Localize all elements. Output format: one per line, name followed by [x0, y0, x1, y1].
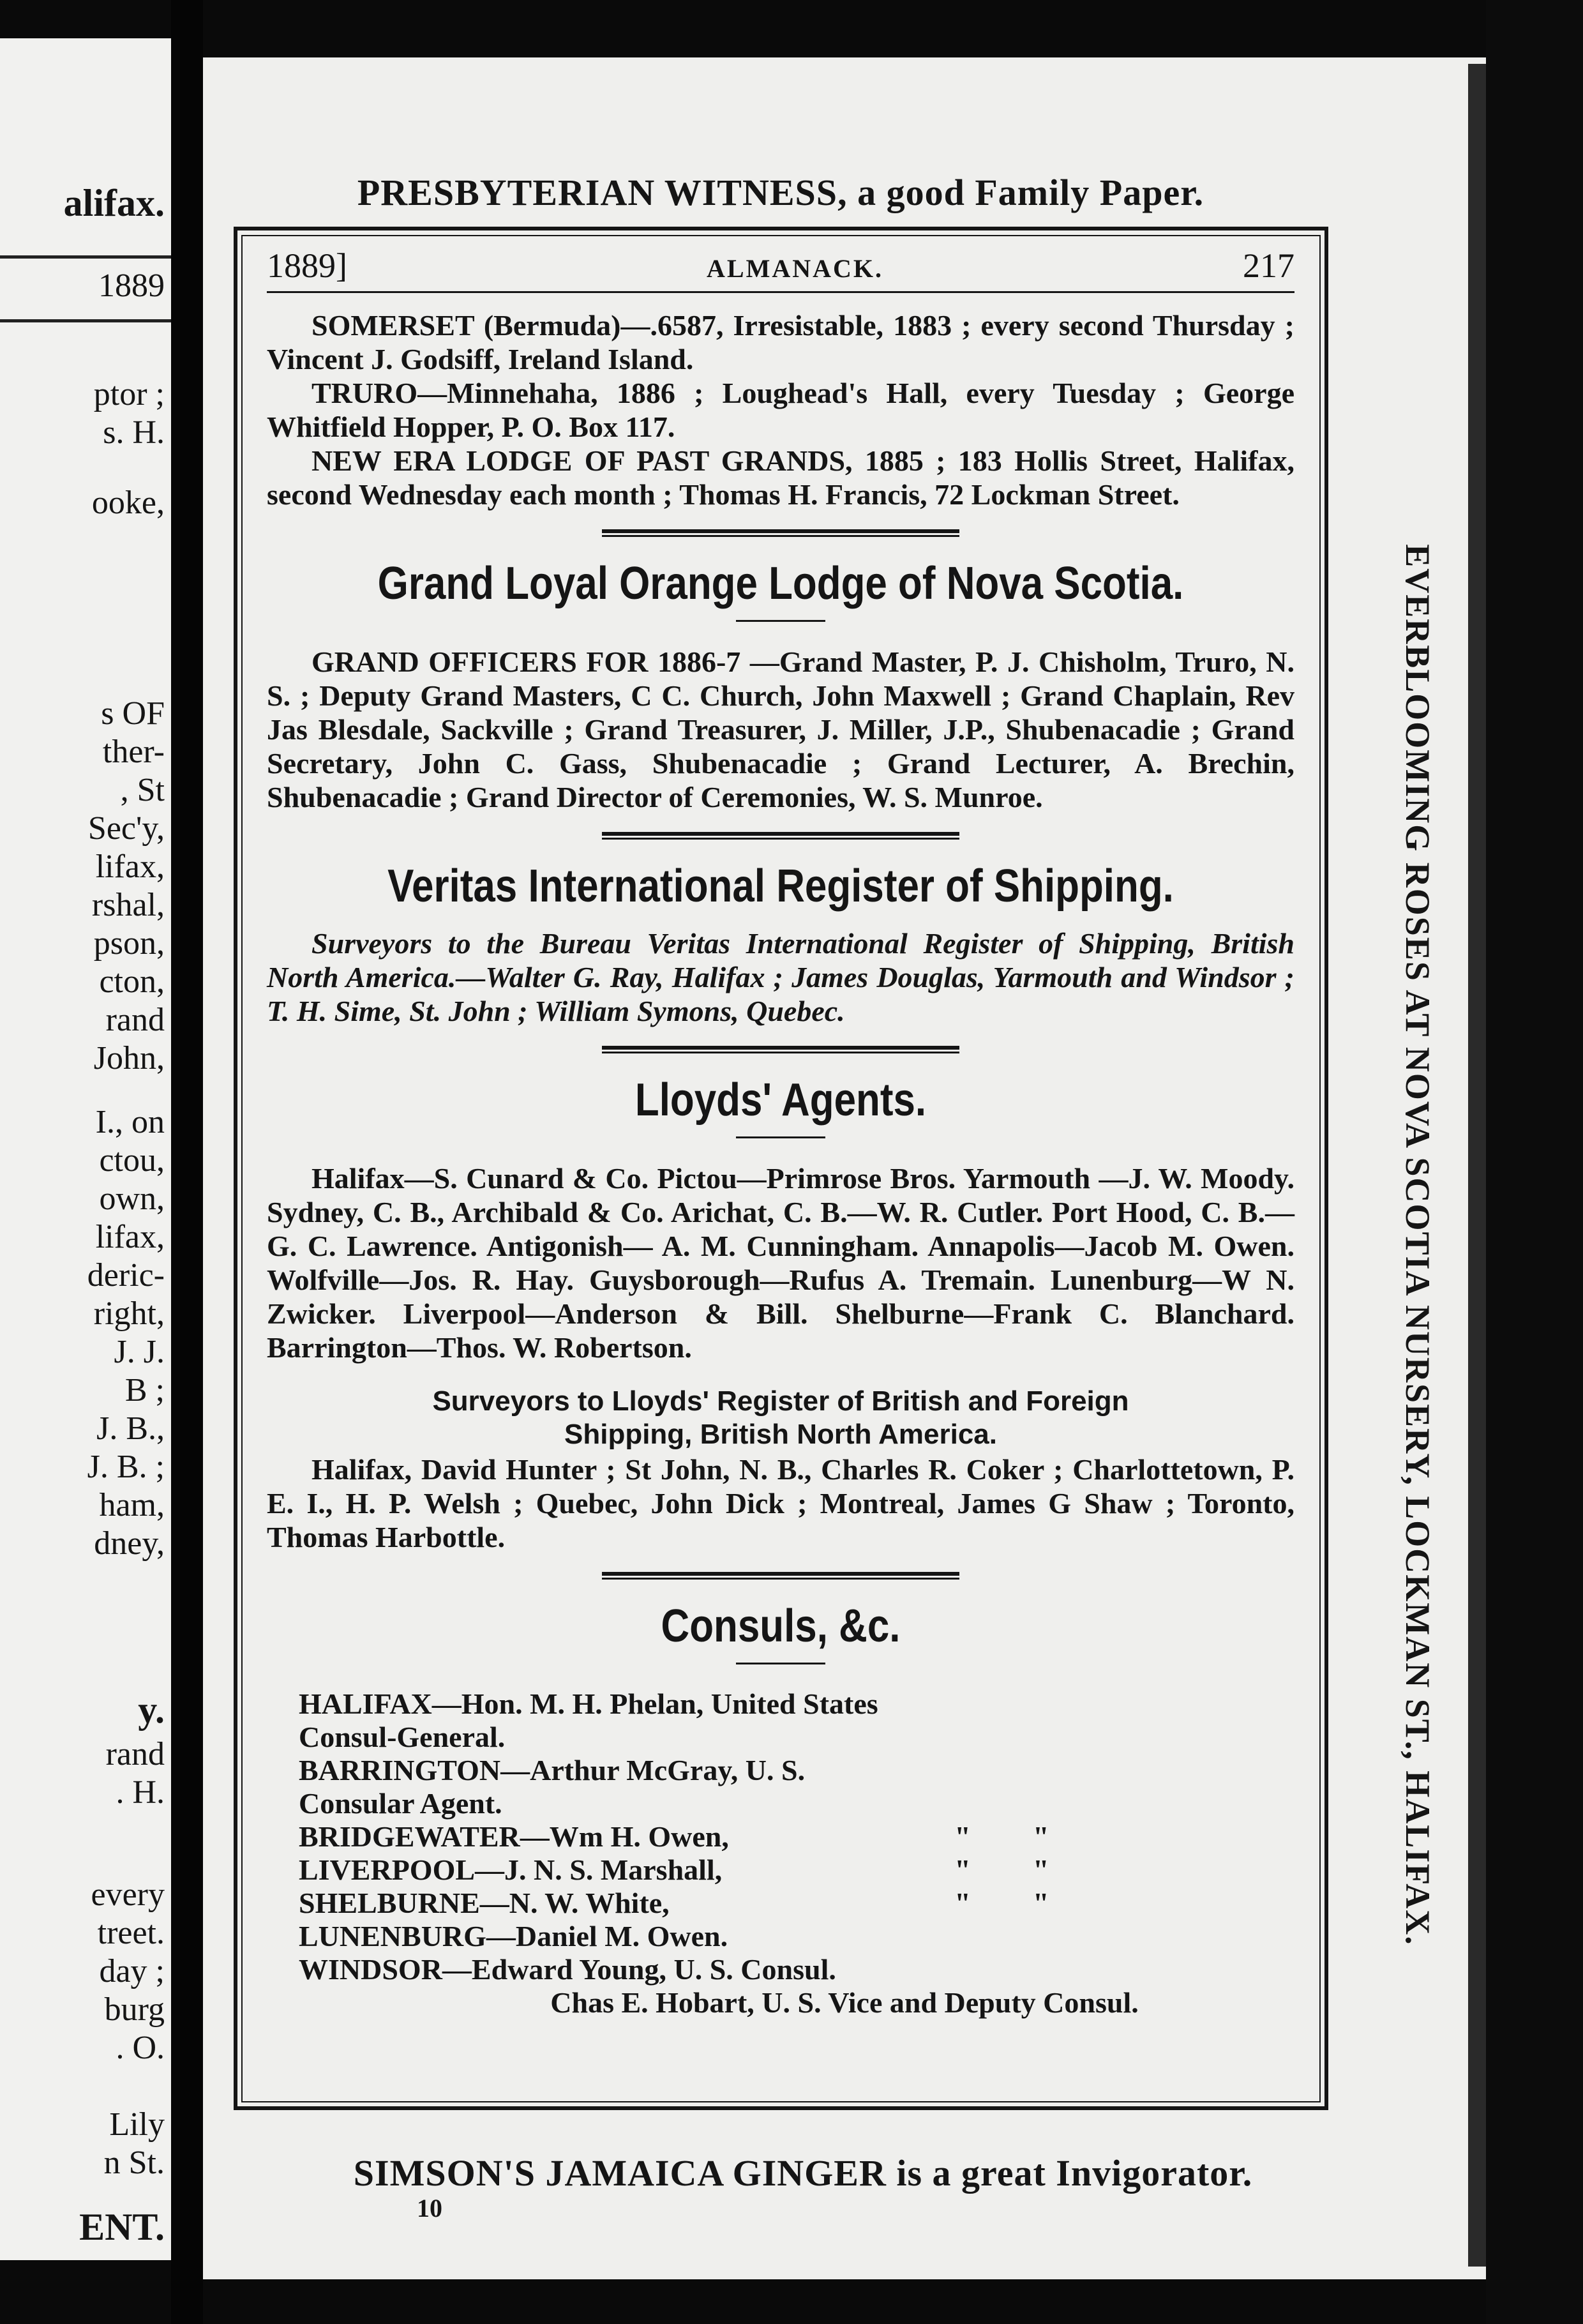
ditto-mark	[1033, 1953, 1109, 1986]
left-page-line: n St.	[103, 2145, 165, 2181]
right-dark-edge	[1486, 0, 1583, 2324]
consuls-title: Consuls, &c.	[661, 1601, 901, 1652]
lloyds-title: Lloyds' Agents.	[634, 1075, 927, 1126]
left-page-line: B ;	[124, 1372, 165, 1408]
side-advert	[1383, 479, 1453, 2011]
left-page-line: own,	[99, 1181, 165, 1217]
title-underline	[736, 1136, 825, 1138]
consul-row	[267, 1820, 1294, 1853]
left-page-line: ptor ;	[93, 376, 165, 412]
left-page-line: J. J.	[114, 1334, 165, 1370]
consul-row	[267, 1953, 1294, 1986]
ditto-mark	[892, 1953, 1033, 1986]
running-head-title: ALMANACK.	[707, 254, 883, 283]
consul-row	[267, 1853, 1294, 1887]
title-underline	[736, 620, 825, 622]
lodge-entry-truro: TRURO—Minnehaha, 1886 ; Loughead's Hall, every Tuesday ; George Whitfield Hopper, P. O. Box 117.	[267, 377, 1294, 443]
ditto-mark: "	[1033, 1853, 1049, 1886]
left-page-line: lifax,	[95, 1219, 165, 1255]
left-page-line: right,	[93, 1295, 165, 1332]
left-page-line: ENT.	[79, 2206, 165, 2248]
ditto-mark: "	[954, 1853, 971, 1886]
left-page-line: I., on	[95, 1104, 165, 1140]
left-page-line: J. B.,	[96, 1410, 165, 1447]
section-divider	[602, 1572, 959, 1580]
left-page-line: , St	[120, 772, 165, 808]
consul-vice: Chas E. Hobart, U. S. Vice and Deputy Consul.	[550, 1986, 1139, 2019]
ditto-mark	[892, 1687, 1033, 1754]
section-divider	[602, 1046, 959, 1053]
running-head-year: 1889]	[267, 246, 347, 285]
left-page-line: . H.	[116, 1774, 165, 1811]
left-page-line: ham,	[99, 1487, 165, 1523]
ditto-mark	[892, 1754, 1033, 1820]
side-advert-text: EVERBLOOMING ROSES AT NOVA SCOTIA NURSERY, LOCKMAN ST., HALIFAX.	[1399, 544, 1437, 1946]
left-page-line: John,	[93, 1040, 165, 1076]
ditto-mark	[1033, 1754, 1109, 1820]
lloyds-agents: Halifax—S. Cunard & Co. Pictou—Primrose Bros. Yarmouth —J. W. Moody. Sydney, C. B., Archibald & Co. Arichat, C. B.—W. R. Cutler. Port Hood, C. B.—G. C. Lawrence. Antigonish— A. M. Cunningham. Annapolis—Jacob M. Owen. Wolfville—Jos. R. Hay. Guysborough—Rufus A. Tremain. Lunenburg—W N. Zwicker. Liverpool—Anderson & Bill. Shelburne—Frank C. Blanchard. Barrington—Thos. W. Robertson.	[267, 1162, 1294, 1364]
left-page-line: Sec'y,	[87, 810, 165, 847]
ditto-mark	[1033, 1687, 1109, 1754]
ditto-mark: "	[1033, 1820, 1049, 1853]
left-page-line: cton,	[99, 963, 165, 1000]
section-divider	[602, 529, 959, 537]
lloyds-surveyors-heading-2: Shipping, British North America.	[564, 1419, 997, 1450]
page-gutter	[171, 0, 203, 2324]
ditto-mark	[892, 1920, 1033, 1953]
orange-lodge-officers: GRAND OFFICERS FOR 1886-7 —Grand Master, P. J. Chisholm, Truro, N. S. ; Deputy Grand Masters, C C. Church, John Maxwell ; Grand Chaplain, Rev Jas Blesdale, Sackville ; Grand Treasurer, J. Miller, J.P., Shubenacadie ; Grand Secretary, John C. Gass, Shubenacadie ; Grand Lecturer, A. Brechin, Shubenacadie ; Grand Director of Ceremonies, W. S. Munroe.	[267, 645, 1294, 813]
page-content	[267, 243, 1294, 2019]
signature-mark: 10	[417, 2194, 442, 2222]
left-page-line: deric-	[87, 1257, 165, 1294]
consul-row	[267, 1687, 1294, 1754]
consul-row	[267, 1887, 1294, 1920]
top-header-advert: PRESBYTERIAN WITNESS, a good Family Paper.	[357, 172, 1204, 213]
lloyds-surveyors: Halifax, David Hunter ; St John, N. B., Charles R. Coker ; Charlottetown, P. E. I., H. P. Welsh ; Quebec, John Dick ; Montreal, James G Shaw ; Toronto, Thomas Harbottle.	[267, 1453, 1294, 1553]
left-page-year: 1889	[98, 268, 165, 304]
bottom-footer-advert: SIMSON'S JAMAICA GINGER is a great Invigorator.	[353, 2152, 1253, 2194]
left-page-line: y.	[138, 1689, 165, 1731]
left-page-line: Lily	[109, 2106, 165, 2143]
left-page-line: dney,	[94, 1525, 165, 1562]
lodge-entry-somerset: SOMERSET (Bermuda)—.6587, Irresistable, 1883 ; every second Thursday ; Vincent J. Godsiff, Ireland Island.	[267, 309, 1294, 375]
left-page-line: ooke,	[91, 485, 165, 521]
left-page-line: rand	[105, 1736, 165, 1772]
page	[203, 57, 1486, 2279]
section-divider	[602, 832, 959, 840]
consul-entry: LUNENBURG—Daniel M. Owen.	[299, 1920, 728, 1952]
veritas-surveyors: Surveyors to the Bureau Veritas International Register of Shipping, British North America.—Walter G. Ray, Halifax ; James Douglas, Yarmouth and Windsor ; T. H. Sime, St. John ; William Symons, Quebec.	[267, 927, 1294, 1027]
left-page-line: J. B. ;	[87, 1449, 165, 1485]
left-page-line: day ;	[99, 1953, 165, 1989]
left-page-line: ther-	[102, 734, 165, 770]
left-page-line: rand	[105, 1002, 165, 1038]
orange-lodge-title: Grand Loyal Orange Lodge of Nova Scotia.	[377, 558, 1184, 609]
consul-entry: BRIDGEWATER—Wm H. Owen,	[299, 1820, 729, 1853]
ditto-mark: "	[954, 1887, 971, 1919]
left-page-rule	[0, 319, 171, 322]
consul-entry: HALIFAX—Hon. M. H. Phelan, United States Consul-General.	[299, 1687, 878, 1753]
left-page-line: s. H.	[103, 414, 165, 451]
lloyds-surveyors-heading-1: Surveyors to Lloyds' Register of British and Foreign	[432, 1385, 1129, 1417]
ditto-mark: "	[954, 1820, 971, 1853]
veritas-title: Veritas International Register of Shipping.	[387, 861, 1174, 912]
running-head	[267, 243, 1294, 289]
ditto-mark	[1033, 1920, 1109, 1953]
left-page-line: . O.	[116, 2030, 165, 2066]
left-page-title: alifax.	[63, 182, 165, 224]
consul-entry: LIVERPOOL—J. N. S. Marshall,	[299, 1853, 723, 1886]
ditto-mark: "	[1033, 1887, 1049, 1919]
left-page-line: s OF	[101, 695, 165, 732]
left-page-line: lifax,	[95, 849, 165, 885]
left-page-line: pson,	[93, 925, 165, 962]
lodge-entry-new-era: NEW ERA LODGE OF PAST GRANDS, 1885 ; 183 Hollis Street, Halifax, second Wednesday each month ; Thomas H. Francis, 72 Lockman Street.	[267, 444, 1294, 511]
left-page-line: rshal,	[91, 887, 165, 923]
consul-row	[267, 1754, 1294, 1820]
left-page-rule	[0, 255, 171, 259]
page-number: 217	[1243, 246, 1294, 285]
consul-entry: WINDSOR—Edward Young, U. S. Consul.	[299, 1953, 836, 1986]
title-underline	[736, 1663, 825, 1664]
consul-entry: BARRINGTON—Arthur McGray, U. S. Consular Agent.	[299, 1754, 806, 1820]
consul-entry: SHELBURNE—N. W. White,	[299, 1887, 670, 1919]
left-page-line: treet.	[97, 1915, 165, 1951]
left-page-line: burg	[104, 1991, 165, 2028]
left-page-fragment	[0, 38, 171, 2260]
left-page-line: every	[91, 1876, 165, 1913]
consul-list	[267, 1687, 1294, 1986]
consul-row	[267, 1920, 1294, 1953]
left-page-line: ctou,	[99, 1142, 165, 1179]
